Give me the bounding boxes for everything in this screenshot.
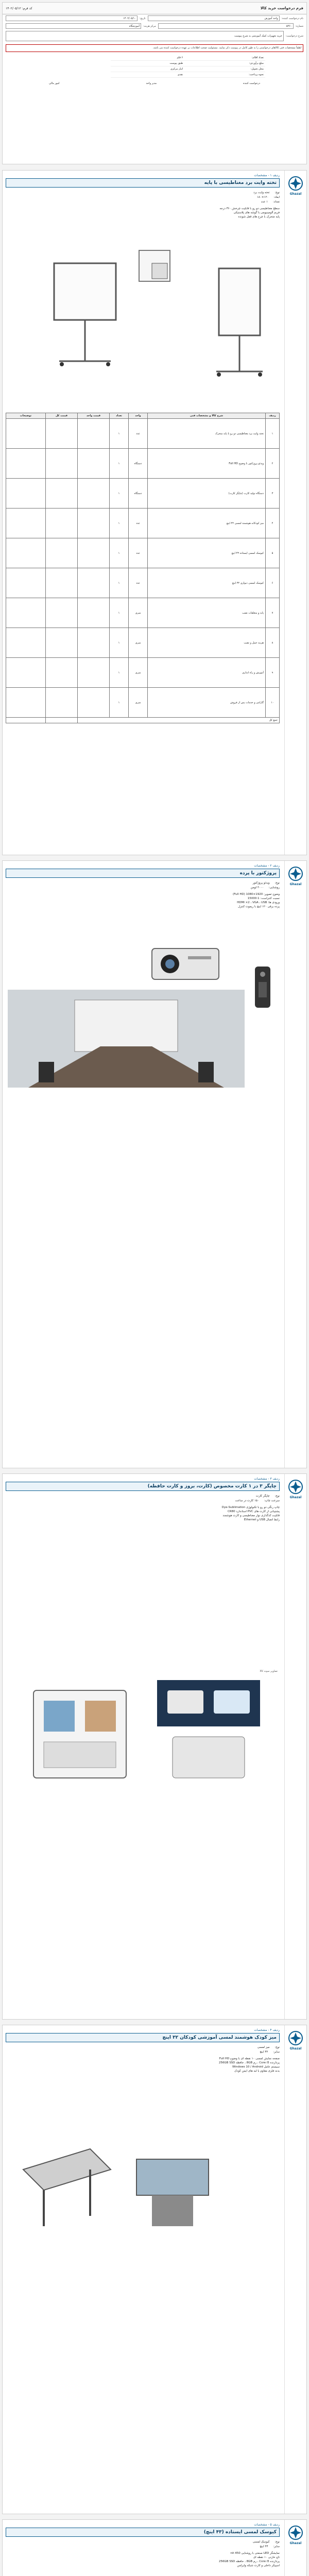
column-header: واحد — [129, 413, 148, 419]
card-printer-image — [23, 1680, 136, 1783]
column-header: توضیحات — [6, 413, 46, 419]
table-cell: میز کودکانه هوشمند لمسی ۳۲ اینچ — [148, 509, 266, 538]
summary-value: طبق پیوست — [111, 61, 184, 66]
table-cell: ۱ — [110, 598, 129, 628]
spec-line: ورودی ها: HDMI ×2 ، VGA ، USB — [237, 901, 280, 904]
table-row — [6, 509, 280, 538]
field-label: تاریخ: — [140, 16, 146, 20]
brand-band — [284, 861, 306, 1468]
table-cell: ۱۰ — [266, 688, 280, 718]
meta-value: ۴۳ اینچ — [260, 2545, 268, 2548]
summary-key: نحوه پرداخت: — [184, 72, 265, 78]
item-meta — [6, 2045, 280, 2055]
summary-value: ۶ قلم — [111, 55, 184, 61]
meta-value: کیوسک لمسی — [252, 2540, 270, 2544]
table-cell — [46, 479, 78, 509]
brand-logo-text: Ghazal — [289, 883, 302, 886]
brand-band — [284, 2025, 306, 2514]
table-cell — [6, 688, 46, 718]
whiteboard-corner-image — [136, 248, 173, 284]
spec-page-5 — [2, 2519, 307, 2576]
form-code — [6, 7, 32, 10]
summary-key: تعداد اقلام: — [184, 55, 265, 61]
table-cell — [6, 479, 46, 509]
brand-logo-icon — [288, 176, 303, 191]
spec-line: پردازنده Core i5 ، رم 8GB ، حافظه 256GB SSD — [218, 2061, 280, 2064]
meta-row — [6, 200, 280, 205]
page-kicker: ردیف ۱ - مشخصات — [254, 174, 280, 177]
form-title: فرم درخواست خرید کالا — [260, 6, 303, 10]
table-cell: ۱ — [110, 688, 129, 718]
field-label: شرح درخواست: — [285, 35, 303, 38]
form-summary-table — [111, 55, 265, 78]
brand-logo-text: Ghazal — [289, 2541, 302, 2545]
projector-remote-image — [245, 964, 281, 1010]
page-title: میز کودک هوشمند لمسی آموزشی کودکان ۳۲ اینچ — [6, 2033, 280, 2042]
card-samples-image — [157, 1680, 260, 1783]
total-label: جمع کل — [78, 718, 280, 723]
page-kicker: ردیف ۳ - مشخصات — [254, 1477, 280, 1481]
table-cell — [46, 688, 78, 718]
field-label: نام درخواست کننده: — [281, 16, 303, 20]
table-cell: دستگاه — [129, 449, 148, 479]
meta-row — [6, 1499, 280, 1503]
table-cell — [46, 509, 78, 538]
summary-value: نقدی — [111, 72, 184, 78]
meta-value: ۱۲۰×۱۸۰ — [256, 196, 269, 199]
table-cell: ۱ — [110, 479, 129, 509]
table-cell: عدد — [129, 509, 148, 538]
item-meta — [6, 881, 280, 890]
meta-row — [6, 2045, 280, 2050]
table-cell — [78, 598, 110, 628]
meta-value: ۱ عدد — [261, 200, 268, 204]
meta-row — [6, 886, 280, 890]
table-cell: ۶ — [266, 568, 280, 598]
table-row — [6, 658, 280, 688]
spec-line: نسبت کنتراست: 15000:1 — [247, 897, 280, 900]
signature-slot: درخواست کننده — [243, 82, 261, 85]
table-row — [6, 449, 280, 479]
spec-line: فریم آلومینیومی با گوشه های پلاستیکی — [233, 211, 280, 214]
item-specs — [6, 2551, 280, 2568]
page-kicker: ردیف ۲ - مشخصات — [254, 864, 280, 868]
meta-value: ۳۲ اینچ — [260, 2050, 268, 2054]
table-cell — [6, 568, 46, 598]
table-cell — [46, 449, 78, 479]
spec-page-4 — [2, 2025, 307, 2514]
table-cell: ۱ — [110, 419, 129, 449]
meta-key: نوع: — [274, 2046, 280, 2049]
items-table-body — [6, 419, 280, 718]
table-cell: کیوسک لمسی ایستاده ۴۳ اینچ — [148, 538, 266, 568]
summary-value: انبار مرکزی — [111, 66, 184, 72]
meta-row — [6, 2540, 280, 2545]
items-table-wrap — [6, 413, 280, 723]
field-label: شماره: — [295, 24, 303, 28]
spec-line: سیستم عامل Windows 10 / Android — [232, 2065, 280, 2069]
brand-logo-icon — [288, 866, 303, 882]
form-header — [3, 3, 306, 14]
table-cell — [78, 658, 110, 688]
date-field[interactable]: ۱۴۰۲/۰۵/۱۰ — [6, 15, 138, 21]
column-header: تعداد — [110, 413, 129, 419]
table-cell — [78, 628, 110, 658]
brand-band — [284, 171, 306, 855]
conference-room-image — [8, 990, 245, 1088]
table-cell: سری — [129, 628, 148, 658]
table-row — [6, 538, 280, 568]
table-cell — [46, 658, 78, 688]
whiteboard-stand-image — [209, 263, 270, 387]
spec-line: نمایشگر LED صنعتی با روشنایی 450 nit — [230, 2552, 280, 2555]
brand-logo-text: Ghazal — [289, 192, 302, 196]
page-title: کیوسک لمسی ایستاده (۴۳ اینچ) — [6, 2528, 280, 2537]
spec-line: صفحه نمایش لمسی ۱۰ نقطه ای با وضوح Full HD — [219, 2057, 280, 2060]
total-value — [46, 718, 78, 723]
table-cell: آموزش و راه اندازی — [148, 658, 266, 688]
table-cell: ۹ — [266, 658, 280, 688]
table-cell: ۲ — [266, 449, 280, 479]
field-label: مرکز هزینه: — [143, 24, 156, 28]
brand-logo-icon — [288, 2525, 303, 2540]
table-cell — [46, 538, 78, 568]
table-cell — [78, 688, 110, 718]
column-header: شرح کالا و مشخصات فنی — [148, 413, 266, 419]
meta-row — [6, 195, 280, 200]
table-cell — [6, 419, 46, 449]
table-cell — [78, 538, 110, 568]
brand-logo-text: Ghazal — [289, 1496, 302, 1499]
meta-key: تعداد: — [273, 200, 280, 204]
table-cell — [46, 628, 78, 658]
signature-slot: امور مالی — [49, 82, 60, 85]
table-cell: سری — [129, 688, 148, 718]
meta-value: تخته وایت برد — [253, 191, 270, 194]
spec-line: چاپ رنگی دو رو با تکنولوژی Dye-Sublimation — [221, 1506, 280, 1509]
form-notice: لطفاً مشخصات فنی کالاهای درخواستی را به طور کامل در پیوست ذکر نمایید. مسئولیت صحت اطلاعات بر عهده درخواست کننده می باشد. — [6, 44, 303, 52]
meta-key: سایز: — [273, 2050, 280, 2054]
table-cell: عدد — [129, 568, 148, 598]
table-cell: ۱ — [110, 658, 129, 688]
brand-logo-text: Ghazal — [289, 2047, 302, 2050]
table-cell: سری — [129, 658, 148, 688]
smart-table-image-1 — [13, 2139, 116, 2236]
form-row-2 — [3, 22, 306, 30]
table-cell: عدد — [129, 538, 148, 568]
brand-logo-icon — [288, 2030, 303, 2046]
table-cell: ۵ — [266, 538, 280, 568]
table-cell — [78, 568, 110, 598]
table-cell: دستگاه تولید کارت (چاپگر کارت) — [148, 479, 266, 509]
spec-line: تاچ خازنی ۱۰ نقطه ای — [253, 2556, 280, 2559]
table-cell: کیوسک لمسی دیواری ۳۲ اینچ — [148, 568, 266, 598]
table-row — [6, 568, 280, 598]
table-cell — [78, 449, 110, 479]
meta-key: نوع: — [274, 1495, 280, 1498]
table-cell — [6, 509, 46, 538]
page-title: پروژکتور با پرده — [6, 869, 280, 878]
table-cell: تخته وایت برد مغناطیسی دو رو با پایه متحرک — [148, 419, 266, 449]
table-cell: هزینه حمل و نصب — [148, 628, 266, 658]
meta-value: ۴۰۰۰ لومن — [250, 886, 264, 889]
table-cell: ۱ — [110, 509, 129, 538]
table-header-row — [6, 413, 280, 419]
smart-table-image-2 — [126, 2139, 219, 2236]
spec-line: وضوح تصویر: 1920×1080 (Full HD) — [233, 893, 280, 896]
table-cell: ۱ — [110, 568, 129, 598]
spec-page-3 — [2, 1473, 307, 2020]
table-row — [6, 419, 280, 449]
table-row — [6, 628, 280, 658]
table-cell: سری — [129, 598, 148, 628]
projector-product-image — [147, 933, 224, 995]
form-code-value: ۱۴۰۲/۰۵/۱۲ — [6, 6, 21, 10]
table-cell — [78, 419, 110, 449]
request-form — [2, 2, 307, 164]
table-cell — [78, 509, 110, 538]
table-cell — [6, 538, 46, 568]
table-row — [111, 55, 265, 61]
spec-line: پرده برقی ۱۲۰ اینچ با ریموت کنترل — [238, 905, 280, 908]
page-header — [6, 2028, 280, 2042]
table-cell: عدد — [129, 419, 148, 449]
spec-page-2 — [2, 860, 307, 1468]
form-code-label: کد فرم: — [22, 6, 32, 10]
spec-line: سطح مغناطیسی دو رو با قابلیت چرخش ۳۶۰ درجه — [219, 207, 280, 210]
spec-line: اسپیکر داخلی و کارت شبکه وایرلس — [237, 2564, 280, 2567]
signature-slot: مدیر واحد — [146, 82, 157, 85]
item-specs — [6, 892, 280, 909]
brand-band — [284, 2520, 306, 2576]
summary-key: مبلغ برآوردی: — [184, 61, 265, 66]
spec-line: پردازنده Core i5 ، رم 8GB ، حافظه 256GB SSD — [218, 2560, 280, 2563]
table-row — [6, 598, 280, 628]
meta-row — [6, 881, 280, 886]
image-caption: تصاویر نمونه کالا — [260, 1670, 278, 1673]
description-field[interactable]: خرید تجهیزات کمک آموزشی به شرح پیوست — [6, 31, 284, 41]
table-cell: دستگاه — [129, 479, 148, 509]
meta-key: نوع: — [274, 882, 280, 885]
table-row — [111, 72, 265, 78]
meta-key: روشنایی: — [268, 886, 280, 889]
meta-value: چاپگر کارت — [255, 1495, 270, 1498]
meta-key: نوع: — [274, 191, 280, 194]
table-cell: ۱ — [266, 419, 280, 449]
items-table — [6, 413, 280, 723]
cost-center-field[interactable]: آموزشگاه — [6, 23, 141, 29]
column-header: ردیف — [266, 413, 280, 419]
form-row-3 — [3, 30, 306, 42]
requester-field[interactable]: واحد آموزش — [148, 15, 280, 21]
column-header: قیمت کل — [46, 413, 78, 419]
page-header — [6, 1477, 280, 1491]
meta-row — [6, 2545, 280, 2549]
table-cell: ۷ — [266, 598, 280, 628]
summary-key: محل تحویل: — [184, 66, 265, 72]
table-row — [111, 66, 265, 72]
whiteboard-image — [49, 258, 121, 382]
table-cell: ۳ — [266, 479, 280, 509]
spec-line: بدنه فلزی مقاوم با لبه های ایمن کودک — [234, 2070, 280, 2073]
spec-page-1 — [2, 170, 307, 855]
meta-key: سرعت چاپ: — [264, 1499, 280, 1502]
table-cell — [6, 598, 46, 628]
page-kicker: ردیف ۴ - مشخصات — [254, 2028, 280, 2032]
item-meta — [6, 1494, 280, 1503]
form-row-1 — [3, 14, 306, 22]
column-header: قیمت واحد — [78, 413, 110, 419]
table-cell: ۱ — [110, 628, 129, 658]
table-row — [6, 688, 280, 718]
table-total-row — [6, 718, 280, 723]
meta-key: سایز: — [273, 2545, 280, 2548]
page-kicker: ردیف ۵ - مشخصات — [254, 2523, 280, 2527]
number-field[interactable]: ۵۴۶۰ — [158, 23, 294, 29]
table-row — [6, 479, 280, 509]
page-header — [6, 2523, 280, 2537]
page-header — [6, 864, 280, 878]
brand-band — [284, 1474, 306, 2019]
meta-value: میز لمسی — [257, 2046, 270, 2049]
table-cell: ۴ — [266, 509, 280, 538]
table-cell: ویدئو پروژکتور با وضوح Full HD — [148, 449, 266, 479]
meta-row — [6, 1494, 280, 1499]
table-cell: ۱ — [110, 449, 129, 479]
item-meta — [6, 2540, 280, 2549]
item-specs — [6, 2057, 280, 2073]
meta-key: نوع: — [274, 2540, 280, 2544]
spec-line: رابط اتصال USB و Ethernet — [244, 1518, 280, 1521]
table-cell: ۸ — [266, 628, 280, 658]
table-cell: ۱ — [110, 538, 129, 568]
table-cell — [46, 598, 78, 628]
table-cell — [6, 658, 46, 688]
spec-line: پایه متحرک با چرخ های قفل شونده — [238, 215, 280, 218]
table-cell — [46, 419, 78, 449]
spec-line: پشتیبانی از کارت های PVC استاندارد CR80 — [227, 1510, 280, 1513]
table-row — [111, 61, 265, 66]
meta-row — [6, 191, 280, 195]
meta-row — [6, 2050, 280, 2055]
table-cell: گارانتی و خدمات پس از فروش — [148, 688, 266, 718]
table-cell — [78, 479, 110, 509]
brand-logo-icon — [288, 1479, 303, 1495]
page-header — [6, 174, 280, 188]
table-cell — [6, 449, 46, 479]
page-title: چاپگر ۳ در ۱ کارت مخصوص (کارت، بروز و کارت حافظه) — [6, 1482, 280, 1491]
meta-value: ۱۵۰ کارت در ساعت — [235, 1499, 259, 1502]
signatures — [3, 78, 306, 89]
table-cell: پایه و متعلقات نصب — [148, 598, 266, 628]
table-cell — [6, 628, 46, 658]
item-specs — [6, 1505, 280, 1522]
item-specs — [6, 207, 280, 219]
item-meta — [6, 191, 280, 205]
total-note — [6, 718, 46, 723]
spec-line: قابلیت کدگذاری نوار مغناطیسی و کارت هوشمند — [222, 1514, 280, 1517]
page-title: تخته وایت برد مغناطیسی با پایه — [6, 178, 280, 188]
meta-value: ویدئو پروژکتور — [252, 882, 270, 885]
table-cell — [46, 568, 78, 598]
meta-key: ابعاد: — [273, 196, 280, 199]
